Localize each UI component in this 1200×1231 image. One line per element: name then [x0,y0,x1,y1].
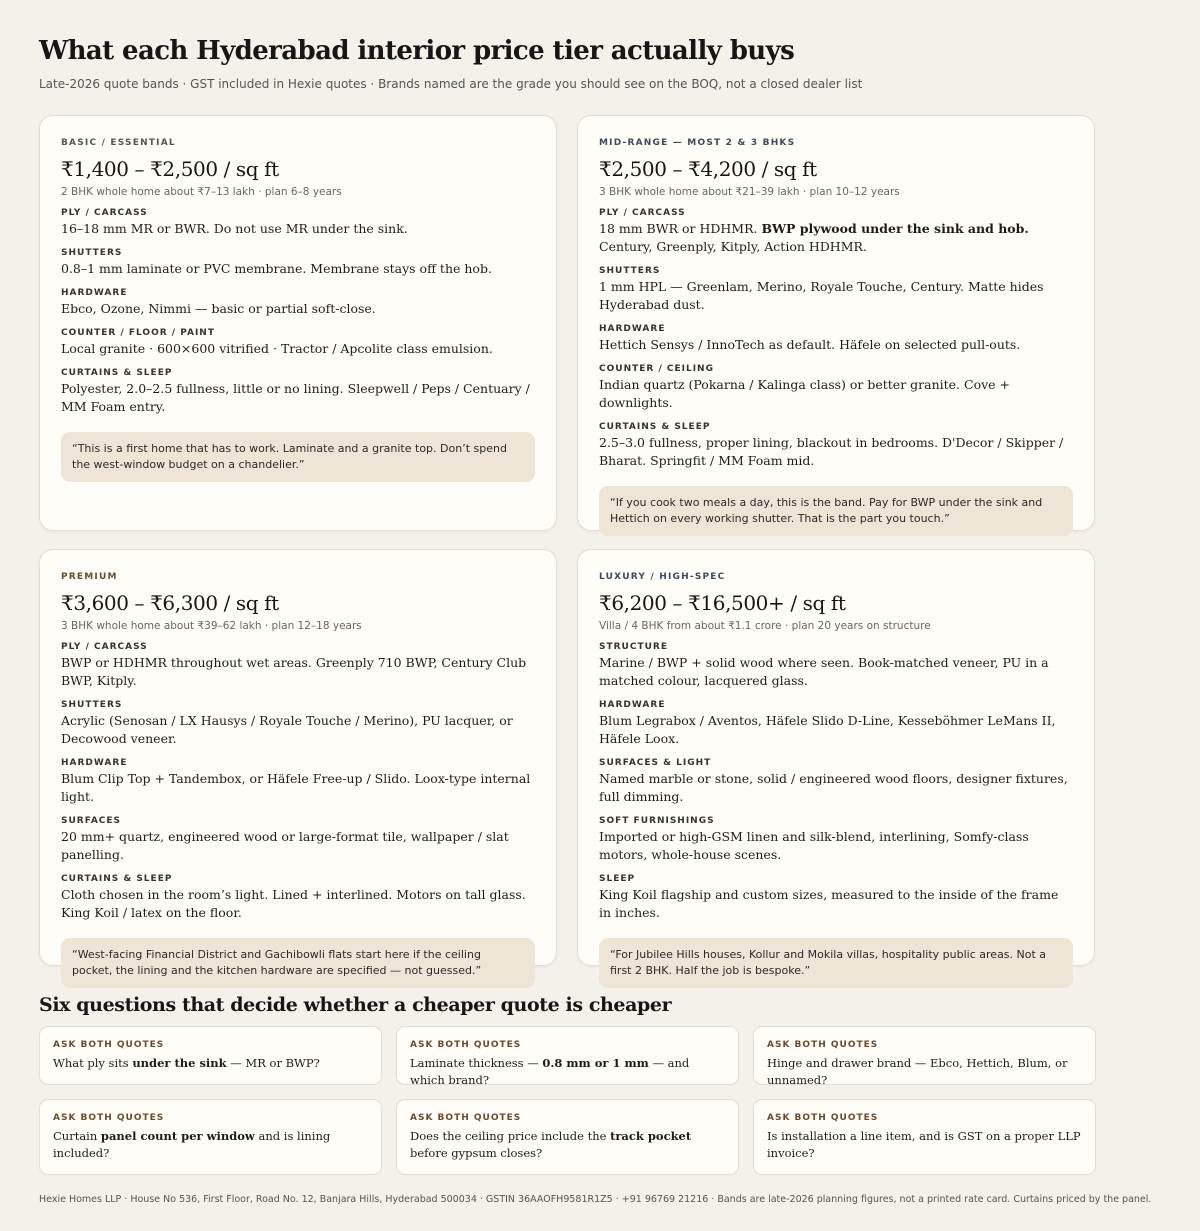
spec-label: CURTAINS & SLEEP [599,422,711,432]
tier-price: ₹1,400 – ₹2,500 / sq ft [61,157,279,181]
spec-text-part: 18 mm BWR or HDHMR. [599,221,762,236]
question-text-part: Hinge and drawer brand — Ebco, Hettich, Blum, or unnamed? [767,1056,1068,1087]
question-text [410,1055,725,1089]
question-text-part: Is installation a line item, and is GST on a proper LLP invoice? [767,1129,1081,1160]
question-label: ASK BOTH QUOTES [53,1113,165,1123]
question-label: ASK BOTH QUOTES [53,1040,165,1050]
spec-text: 20 mm+ quartz, engineered wood or large-format tile, wallpaper / slat panelling. [61,829,509,862]
spec-label: SURFACES & LIGHT [599,758,712,768]
spec-text: Indian quartz (Pokarna / Kalinga class) or better granite. Cove + downlights. [599,377,1010,410]
question-label: ASK BOTH QUOTES [767,1113,879,1123]
page-title: What each Hyderabad interior price tier actually buys [39,36,795,66]
spec-text-part: Century, Greenply, Kitply, Action HDHMR. [599,239,867,254]
tier-meta: 3 BHK whole home about ₹39–62 lakh · plan 12–18 years [61,620,362,632]
spec-text: 1 mm HPL — Greenlam, Merino, Royale Touche, Century. Matte hides Hyderabad dust. [599,279,1044,312]
tier-quote: “West-facing Financial District and Gachibowli flats start here if the ceiling pocket, the lining and the kitchen hardware are specified — not guessed.” [61,938,535,988]
spec-label: PLY / CARCASS [599,208,686,218]
spec-label: SHUTTERS [61,700,123,710]
question-card [396,1099,739,1175]
spec-text: Local granite · 600×600 vitrified · Tractor / Apcolite class emulsion. [61,341,493,356]
spec-label: COUNTER / CEILING [599,364,714,374]
tier-quote: “This is a first home that has to work. Laminate and a granite top. Don’t spend the west-window budget on a chandelier.” [61,432,535,482]
question-card [753,1099,1096,1175]
tier-meta: 3 BHK whole home about ₹21–39 lakh · plan 10–12 years [599,186,900,198]
question-emphasis: 0.8 mm or 1 mm [542,1056,649,1070]
spec-label: STRUCTURE [599,642,668,652]
question-emphasis: panel count per window [100,1129,255,1143]
spec-text: BWP or HDHMR throughout wet areas. Greenply 710 BWP, Century Club BWP, Kitply. [61,655,527,688]
footer-note: Hexie Homes LLP · House No 536, First Floor, Road No. 12, Banjara Hills, Hyderabad 500034 · GSTIN 36AAOFH9581R1Z5 · +91 96769 21216 · Bands are late-2026 planning figures, not a printed rate card. Curtains priced by the panel. [39,1194,1152,1205]
question-text [53,1055,368,1072]
tier-quote: “If you cook two meals a day, this is the band. Pay for BWP under the sink and Hettich on every working shutter. That is the part you touch.” [599,486,1073,536]
spec-label: CURTAINS & SLEEP [61,368,173,378]
spec-text: 16–18 mm MR or BWR. Do not use MR under the sink. [61,221,408,236]
question-text-part: and is lining included? [53,1129,331,1160]
question-text [767,1128,1082,1162]
spec-label: HARDWARE [61,758,128,768]
spec-label: COUNTER / FLOOR / PAINT [61,328,215,338]
tier-meta: Villa / 4 BHK from about ₹1.1 crore · plan 20 years on structure [599,620,931,632]
spec-text: Blum Legrabox / Aventos, Häfele Slido D-Line, Kessebӧhmer LeMans II, Häfele Loox. [599,713,1056,746]
spec-label: SHUTTERS [61,248,123,258]
question-text [410,1128,725,1162]
spec-label: SURFACES [61,816,122,826]
tier-price: ₹3,600 – ₹6,300 / sq ft [61,591,279,615]
tier-card-premium [39,549,557,977]
spec-text: Polyester, 2.0–2.5 fullness, little or no lining. Sleepwell / Peps / Centuary / MM Foam entry. [61,381,530,414]
tier-label: PREMIUM [61,572,118,582]
question-text-part: What ply sits [53,1056,133,1070]
tier-price: ₹6,200 – ₹16,500+ / sq ft [599,591,846,615]
spec-text: Ebco, Ozone, Nimmi — basic or partial soft-close. [61,301,376,316]
spec-label: PLY / CARCASS [61,208,148,218]
tier-card-luxury [577,549,1095,977]
question-label: ASK BOTH QUOTES [767,1040,879,1050]
question-card [753,1026,1096,1085]
questions-title: Six questions that decide whether a cheaper quote is cheaper [39,994,672,1016]
tier-quote: “For Jubilee Hills houses, Kollur and Mokila villas, hospitality public areas. Not a first 2 BHK. Half the job is bespoke.” [599,938,1073,988]
spec-text: Imported or high-GSM linen and silk-blend, interlining, Somfy-class motors, whole-house scenes. [599,829,1029,862]
tier-price: ₹2,500 – ₹4,200 / sq ft [599,157,817,181]
question-text-part: — and which brand? [410,1056,690,1087]
spec-label: PLY / CARCASS [61,642,148,652]
spec-text: Marine / BWP + solid wood where seen. Book-matched veneer, PU in a matched colour, lacquered glass. [599,655,1049,688]
question-emphasis: track pocket [610,1129,692,1143]
question-text-part: Does the ceiling price include the [410,1129,611,1143]
spec-text: Acrylic (Senosan / LX Hausys / Royale Touche / Merino), PU lacquer, or Decowood veneer. [61,713,513,746]
question-label: ASK BOTH QUOTES [410,1040,522,1050]
tier-label: BASIC / ESSENTIAL [61,138,176,148]
tier-card-basic [39,115,557,531]
spec-label: HARDWARE [61,288,128,298]
spec-text: Named marble or stone, solid / engineered wood floors, designer fixtures, full dimming. [599,771,1068,804]
spec-label: SHUTTERS [599,266,661,276]
spec-text-emphasis: BWP plywood under the sink and hob. [761,221,1029,236]
spec-label: CURTAINS & SLEEP [61,874,173,884]
question-text [767,1055,1082,1089]
tier-label: MID-RANGE — MOST 2 & 3 BHKS [599,138,796,148]
spec-text: 2.5–3.0 fullness, proper lining, blackout in bedrooms. D'Decor / Skipper / Bharat. Springfit / MM Foam mid. [599,435,1064,468]
question-emphasis: under the sink [132,1056,227,1070]
spec-text: 0.8–1 mm laminate or PVC membrane. Membrane stays off the hob. [61,261,492,276]
spec-label: HARDWARE [599,700,666,710]
tier-label: LUXURY / HIGH-SPEC [599,572,726,582]
spec-label: SLEEP [599,874,636,884]
question-card [39,1099,382,1175]
tier-meta: 2 BHK whole home about ₹7–13 lakh · plan 6–8 years [61,186,342,198]
spec-text: Hettich Sensys / InnoTech as default. Häfele on selected pull-outs. [599,337,1021,352]
question-text-part: before gypsum closes? [410,1146,543,1160]
question-label: ASK BOTH QUOTES [410,1113,522,1123]
tier-card-mid-range [577,115,1095,531]
spec-text: Blum Clip Top + Tandembox, or Häfele Free-up / Slido. Loox-type internal light. [61,771,531,804]
question-text-part: Curtain [53,1129,101,1143]
question-text-part: — MR or BWP? [226,1056,320,1070]
question-card [39,1026,382,1085]
page-subtitle: Late-2026 quote bands · GST included in Hexie quotes · Brands named are the grade you should see on the BOQ, not a closed dealer list [39,77,863,91]
spec-label: SOFT FURNISHINGS [599,816,715,826]
spec-label: HARDWARE [599,324,666,334]
question-card [396,1026,739,1085]
spec-text [599,220,1073,256]
question-text [53,1128,368,1162]
question-text-part: Laminate thickness — [410,1056,543,1070]
spec-text: King Koil flagship and custom sizes, measured to the inside of the frame in inches. [599,887,1059,920]
spec-text: Cloth chosen in the room’s light. Lined + interlined. Motors on tall glass. King Koil / latex on the floor. [61,887,526,920]
